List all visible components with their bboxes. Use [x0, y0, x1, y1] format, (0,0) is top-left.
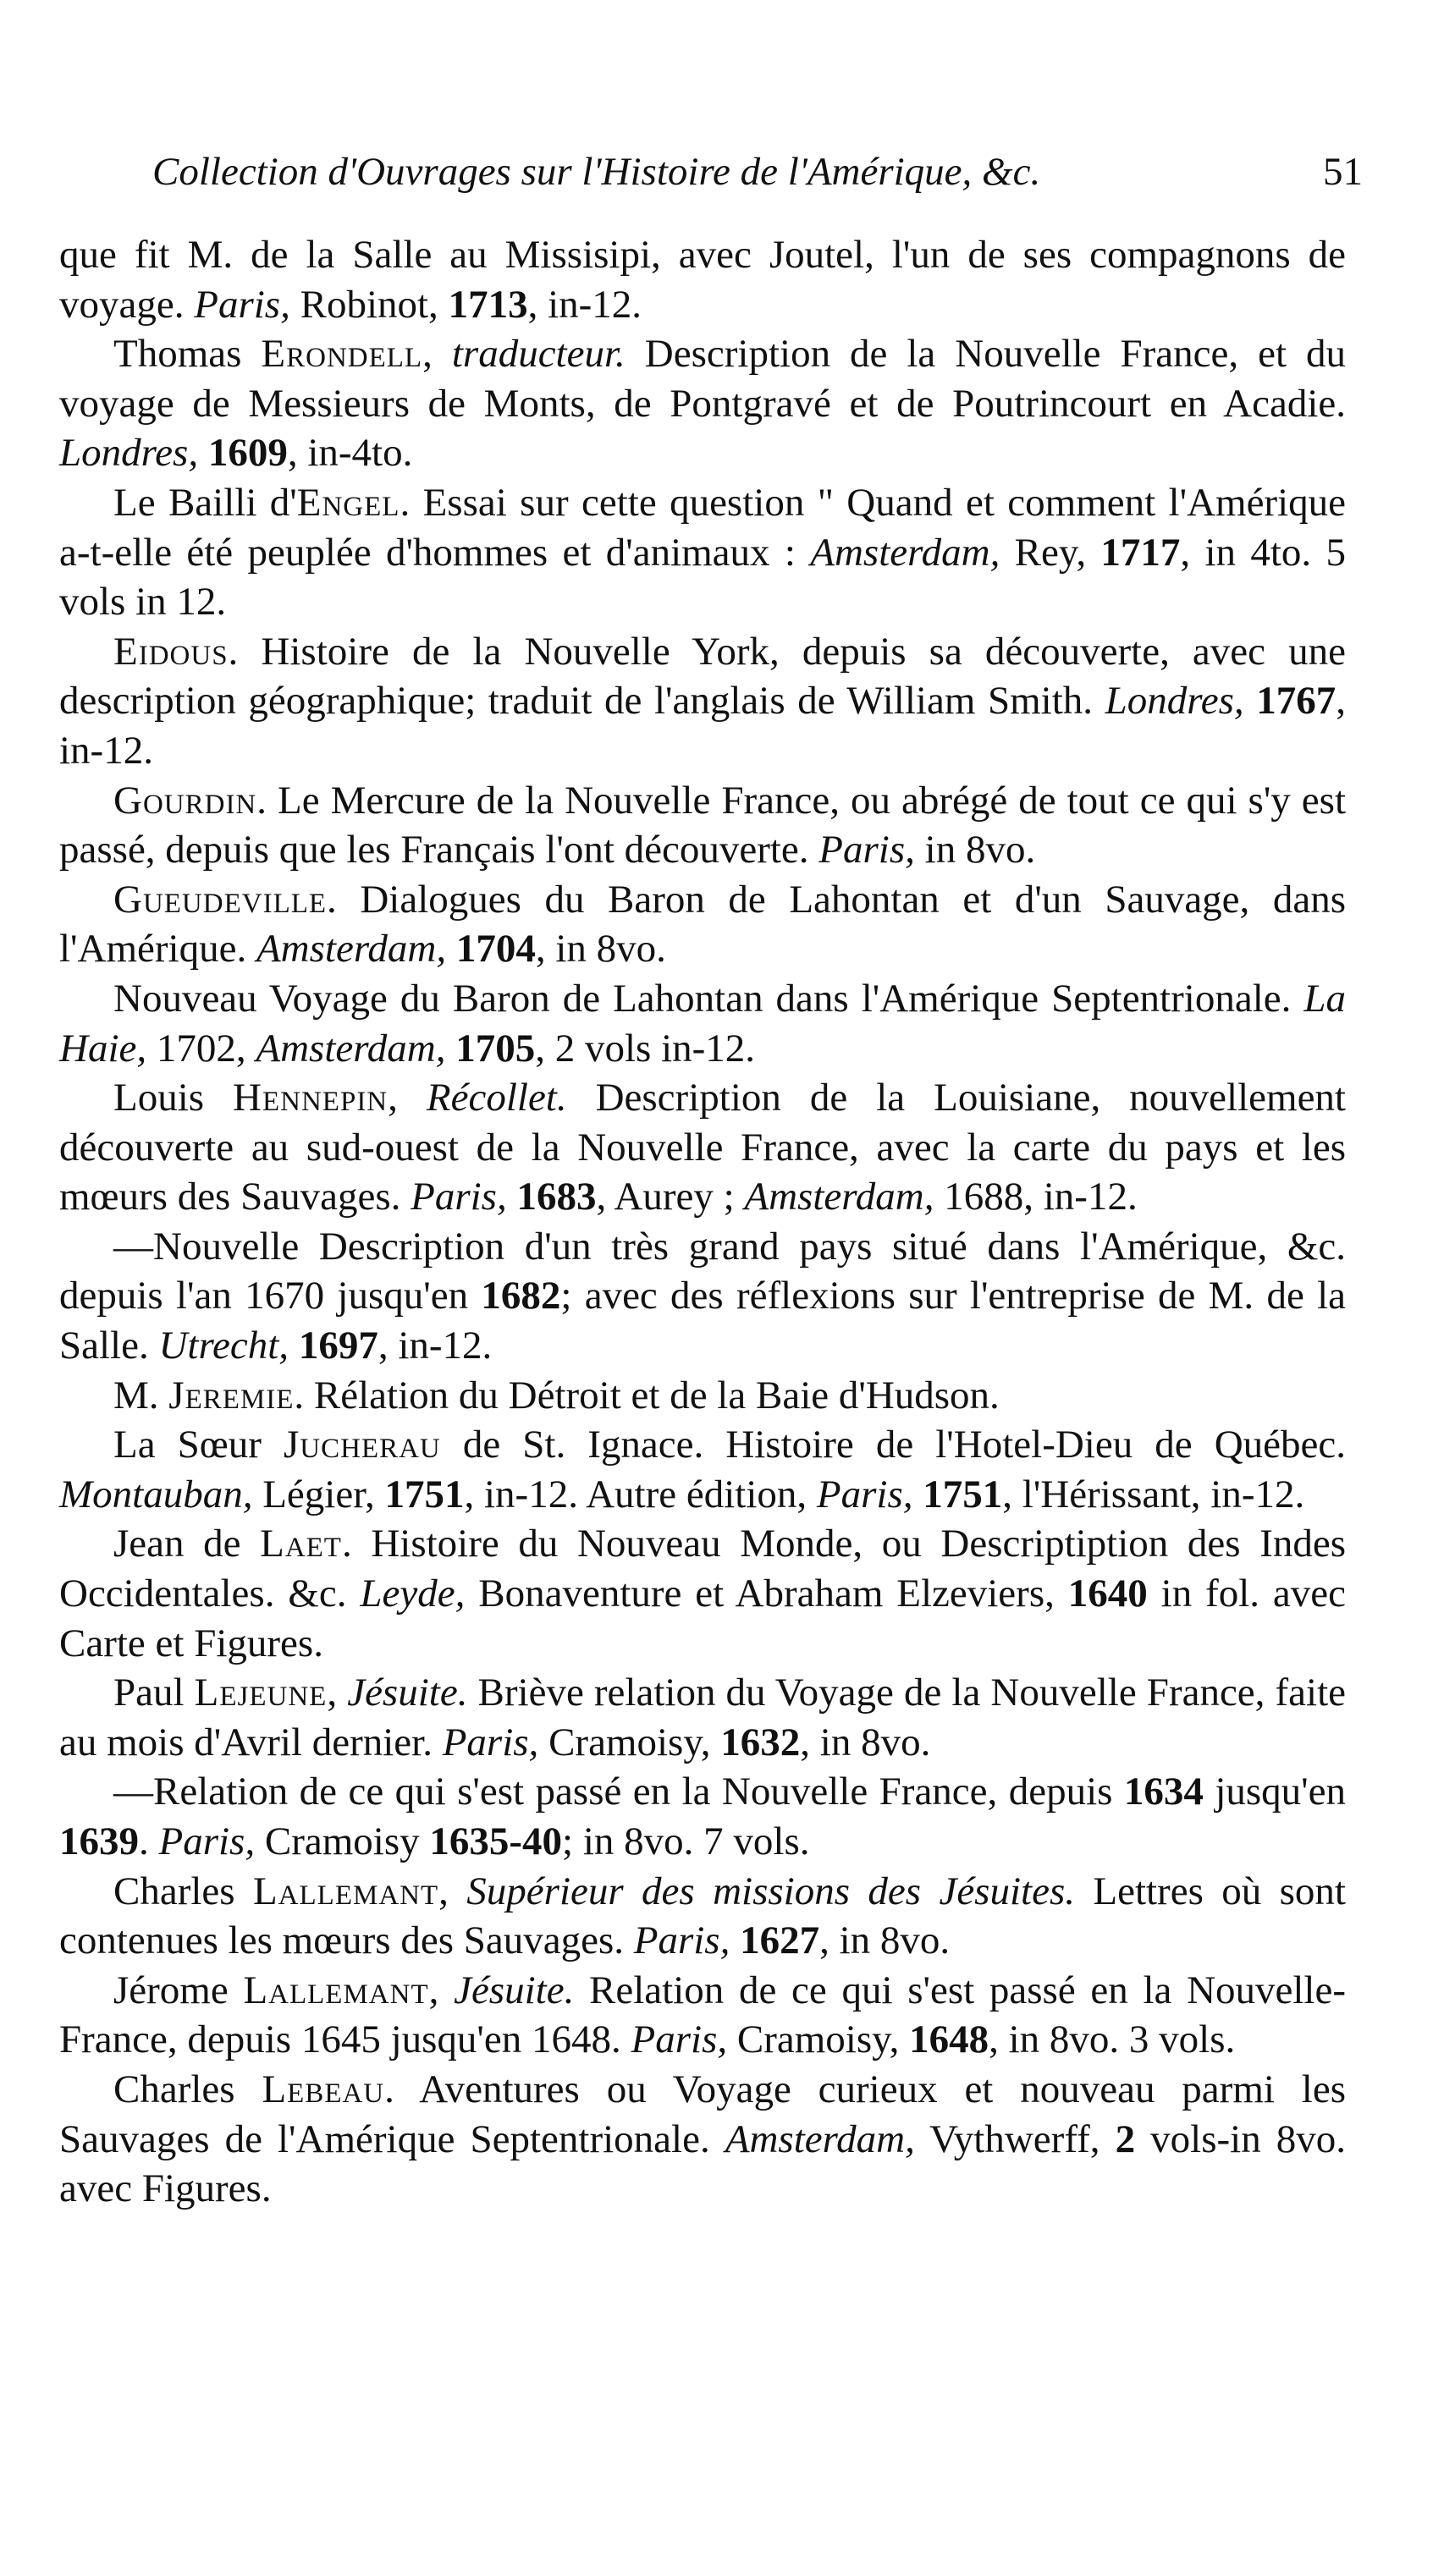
bold-number: 1634	[1123, 1770, 1204, 1814]
italic-text: Londres,	[59, 431, 199, 476]
entry-text: Cramoisy	[255, 1819, 430, 1863]
entry-text: vols-in 8vo. avec Figures.	[59, 2116, 1347, 2211]
entry-text: ,	[438, 1869, 467, 1913]
italic-text: Utrecht,	[158, 1324, 289, 1368]
entry-text: Paul	[113, 1671, 195, 1715]
entry-text: M.	[113, 1373, 169, 1417]
bibliography-entry	[59, 2065, 1346, 2214]
bold-number: 1682	[481, 1274, 561, 1318]
entry-text: Jérome	[113, 1968, 244, 2012]
entry-text: Charles	[113, 2067, 262, 2111]
entry-text: , in-4to.	[287, 431, 413, 476]
entry-text: Nouveau Voyage du Baron de Lahontan dans l'Amérique Septentrionale.	[113, 976, 1304, 1021]
bold-number: 1639	[59, 1819, 139, 1863]
author-name: Lallemant	[243, 1968, 429, 2012]
entry-text: ; in 8vo. 7 vols.	[562, 1819, 810, 1863]
bold-number: 1627	[740, 1918, 820, 1963]
italic-text: Paris,	[633, 1918, 730, 1963]
bold-number: 1767	[1256, 679, 1337, 724]
entry-text: , l'Hérissant, in-12.	[1002, 1472, 1305, 1516]
entry-text: 1688, in-12.	[934, 1175, 1138, 1219]
entry-text: Charles	[113, 1869, 253, 1913]
entry-text	[289, 1324, 299, 1368]
entry-text: Bonaventure et Abraham Elzeviers,	[465, 1571, 1068, 1616]
author-name: Jucherau	[283, 1423, 441, 1467]
italic-text: Montauban,	[59, 1472, 253, 1516]
entry-text: Le Bailli d'	[113, 480, 297, 525]
entry-text: Description de la Louisiane, nouvellement découverte au sud-ouest de la Nouvelle France, avec la carte du pays et les mœurs des Sauvages.	[59, 1076, 1346, 1219]
bold-number: 1705	[455, 1026, 536, 1071]
bibliography-entry	[59, 627, 1346, 776]
entry-text: La Sœur	[113, 1423, 284, 1467]
entry-text: Jean de	[113, 1522, 261, 1566]
author-name: Engel	[296, 480, 400, 525]
entry-text: ,	[422, 332, 452, 377]
entry-text: , in-12.	[527, 282, 642, 327]
entry-text	[198, 431, 208, 475]
author-name: Laet	[260, 1522, 342, 1566]
bold-number: 1751	[384, 1472, 465, 1516]
entry-text: Cramoisy,	[727, 2017, 910, 2062]
entry-text: Rey,	[1000, 530, 1101, 575]
entry-text: Thomas	[113, 332, 262, 377]
italic-text: Jésuite.	[347, 1671, 468, 1715]
entry-text: Légier,	[252, 1472, 385, 1516]
italic-text: Paris,	[411, 1175, 507, 1219]
italic-text: Amsterdam,	[725, 2116, 915, 2161]
entry-continuation	[59, 230, 1346, 329]
entry-text: Robinot,	[289, 282, 449, 327]
entry-text: . Le Mercure de la Nouvelle France, ou abrégé de tout ce qui s'y est passé, depuis que les Français l'ont découverte.	[59, 778, 1346, 872]
author-name: Erondell	[261, 332, 423, 377]
italic-text: Paris,	[442, 1720, 539, 1764]
entry-text: ,	[388, 1076, 427, 1120]
bibliography-entry	[59, 1668, 1346, 1767]
entry-text: ; avec des réflexions sur l'entreprise de M. de la Salle.	[59, 1274, 1346, 1368]
entry-text: —Nouvelle Description d'un très grand pays situé dans l'Amérique, &c. depuis l'an 1670 jusqu'en	[59, 1224, 1346, 1318]
entry-text: Lettres où sont contenues les mœurs des Sauvages.	[59, 1869, 1346, 1963]
running-head	[152, 142, 1371, 201]
entry-text: . Essai sur cette question " Quand et comment l'Amérique a-t-elle été peuplée d'hommes et d'animaux :	[59, 480, 1346, 575]
italic-text: Paris,	[631, 2017, 728, 2062]
bibliography-entry	[59, 1371, 1346, 1421]
bibliography-entry	[59, 1519, 1346, 1668]
italic-text: Paris,	[194, 282, 290, 327]
bibliography-entry	[59, 875, 1346, 974]
author-name: Gourdin	[113, 778, 257, 823]
italic-text: Amsterdam,	[256, 927, 447, 972]
bibliography-entry	[59, 1966, 1346, 2065]
italic-text: Amsterdam,	[744, 1175, 934, 1219]
author-name: Eidous	[113, 629, 229, 674]
bold-number: 1704	[455, 927, 536, 972]
entry-text: , 2 vols in-12.	[535, 1026, 756, 1071]
author-name: Lejeune	[194, 1671, 328, 1715]
entry-text: in fol. avec Carte et Figures.	[59, 1571, 1346, 1665]
entry-text: . Histoire du Nouveau Monde, ou Descriptiption des Indes Occidentales. &c.	[59, 1522, 1346, 1616]
entry-text: , in 8vo. 3 vols.	[989, 2017, 1236, 2062]
entry-text: .	[139, 1819, 159, 1863]
bibliography-entries	[59, 230, 1346, 2214]
bold-number: 1632	[720, 1720, 801, 1764]
bibliography-entry	[59, 1767, 1346, 1866]
entry-text: , in 8vo.	[800, 1720, 931, 1764]
entry-text: , in 4to. 5 vols in 12.	[59, 530, 1346, 625]
bold-number: 1609	[207, 431, 288, 476]
bold-number: 1697	[298, 1324, 378, 1368]
bold-number: 1648	[909, 2017, 989, 2062]
italic-text: La Haie,	[59, 976, 1346, 1071]
entry-text: , in-12.	[59, 679, 1346, 773]
entry-text: , in-12. Autre édition,	[464, 1472, 817, 1516]
italic-text: Jésuite.	[454, 1968, 575, 2012]
entry-text: Briève relation du Voyage de la Nouvelle France, faite au mois d'Avril dernier.	[59, 1671, 1347, 1764]
italic-text: traducteur.	[451, 332, 626, 377]
author-name: Lallemant	[252, 1869, 439, 1913]
bibliography-entry	[59, 776, 1346, 875]
entry-text: Vythwerff,	[914, 2116, 1116, 2161]
bibliography-entry	[59, 1420, 1346, 1519]
author-name: Jeremie	[168, 1373, 295, 1417]
bibliography-entry	[59, 478, 1346, 627]
entry-text: Cramoisy,	[538, 1720, 721, 1764]
running-title: Collection d'Ouvrages sur l'Histoire de l'Amérique, &c.	[152, 150, 1041, 194]
italic-text: Amsterdam,	[810, 530, 1000, 575]
bibliography-entry	[59, 1073, 1346, 1222]
italic-text: Londres,	[1105, 679, 1244, 724]
italic-text: Récollet.	[426, 1076, 567, 1120]
italic-text: Amsterdam,	[256, 1026, 446, 1071]
entry-text	[446, 927, 456, 971]
entry-text	[730, 1918, 740, 1962]
entry-text	[913, 1472, 923, 1516]
author-name: Gueudeville	[113, 877, 328, 922]
entry-text: . Aventures ou Voyage curieux et nouveau parmi les Sauvages de l'Amérique Septentrionale.	[59, 2067, 1346, 2161]
entry-text: , in 8vo.	[819, 1918, 951, 1963]
entry-text: Louis	[113, 1076, 234, 1120]
entry-text: , in-12.	[378, 1324, 493, 1368]
entry-text: in 8vo.	[914, 828, 1036, 872]
entry-text: . Dialogues du Baron de Lahontan et d'un Sauvage, dans l'Amérique.	[59, 877, 1346, 972]
italic-text: Leyde,	[360, 1571, 466, 1616]
bold-number: 1635-40	[429, 1819, 563, 1863]
bibliography-entry	[59, 329, 1346, 478]
bibliography-entry	[59, 974, 1346, 1073]
italic-text: Supérieur des missions des Jésuites.	[466, 1869, 1075, 1913]
italic-text: Paris,	[816, 1472, 913, 1516]
entry-text: Description de la Nouvelle France, et du voyage de Messieurs de Monts, de Pontgravé et de Poutrincourt en Acadie.	[59, 332, 1347, 426]
bibliography-entry	[59, 1867, 1346, 1966]
bibliography-entry	[59, 1222, 1346, 1371]
bold-number: 1713	[448, 282, 528, 327]
bold-number: 1683	[516, 1175, 597, 1219]
entry-text	[445, 1027, 455, 1071]
italic-text: Paris,	[818, 828, 915, 872]
entry-text: jusqu'en	[1203, 1770, 1346, 1814]
author-name: Hennepin	[233, 1076, 389, 1120]
author-name: Lebeau	[262, 2067, 385, 2111]
entry-text: . Rélation du Détroit et de la Baie d'Hudson.	[294, 1373, 1000, 1417]
entry-text	[1244, 679, 1257, 723]
entry-text: , in 8vo.	[535, 927, 666, 972]
entry-text: ,	[428, 1968, 455, 2012]
entry-text	[507, 1175, 517, 1219]
entry-text: , Aurey ;	[596, 1175, 745, 1219]
entry-text: de St. Ignace. Histoire de l'Hotel-Dieu de Québec.	[440, 1423, 1346, 1467]
bold-number: 1717	[1100, 530, 1181, 575]
bold-number: 1751	[923, 1472, 1003, 1516]
entry-text: 1702,	[146, 1026, 256, 1071]
bold-number: 1640	[1067, 1571, 1148, 1616]
entry-text: ,	[327, 1671, 348, 1715]
entry-text: Relation de ce qui s'est passé en la Nouvelle-France, depuis 1645 jusqu'en 1648.	[59, 1968, 1346, 2062]
entry-text: . Histoire de la Nouvelle York, depuis sa découverte, avec une description géographique; traduit de l'anglais de William Smith.	[59, 629, 1346, 724]
entry-text: que fit M. de la Salle au Missisipi, avec Joutel, l'un de ses compagnons de voyage.	[59, 233, 1346, 327]
italic-text: Paris,	[158, 1819, 256, 1863]
bold-number: 2	[1115, 2116, 1136, 2161]
entry-text: —Relation de ce qui s'est passé en la Nouvelle France, depuis	[113, 1770, 1124, 1814]
page-number: 51	[1323, 150, 1363, 194]
